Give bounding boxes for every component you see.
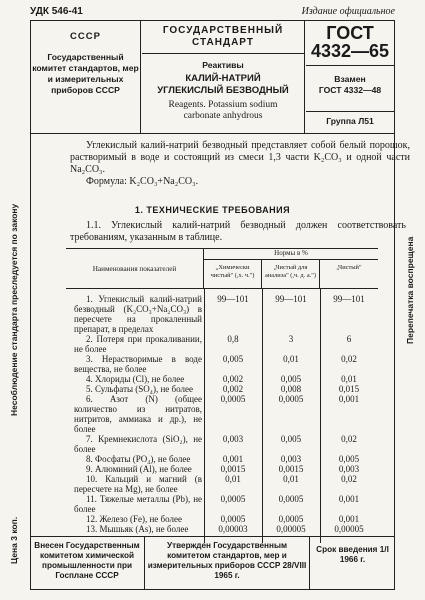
title-ru-1: КАЛИЙ-НАТРИЙ: [185, 73, 261, 84]
udk-code: УДК 546-41: [30, 6, 83, 17]
indicator-name: 7. Кремнекислота (SiO₂), не более: [74, 434, 202, 454]
value-chda: 0,005: [280, 434, 302, 444]
indicator-name: 12. Железо (Fe), не более: [86, 514, 182, 524]
table-row: [66, 334, 378, 354]
value-chda: 0,003: [280, 454, 302, 464]
value-ch: 0,00005: [334, 524, 364, 534]
title-en-2: carbonate anhydrous: [183, 111, 263, 121]
value-ch: 6: [346, 334, 352, 344]
value-hch: 0,002: [222, 384, 244, 394]
table-row: [66, 474, 378, 494]
effective-date: Срок введения 1/I 1966 г.: [316, 545, 389, 564]
value-ch: 0,02: [341, 474, 357, 484]
group-label: Группа Л51: [306, 111, 394, 133]
value-ch: 99—101: [333, 294, 365, 304]
header-authority: [31, 21, 141, 133]
value-chda: 0,0005: [278, 394, 304, 404]
requirements-table-body: [66, 294, 378, 534]
value-chda: 0,01: [283, 354, 299, 364]
replaces-label: Взамен: [334, 74, 366, 84]
indicator-name: 13. Мышьяк (As), не более: [86, 524, 189, 534]
value-chda: 99—101: [275, 294, 307, 304]
table-row: [66, 514, 378, 524]
value-ch: 0,001: [338, 514, 360, 524]
committee-name: Государственный комитет стандартов, мер и измерительных приборов СССР: [32, 52, 139, 95]
value-hch: 99—101: [217, 294, 249, 304]
edition-note: Издание официальное: [301, 6, 395, 17]
grade-hch-header: „Химически чистый" (,х. ч."): [204, 260, 262, 288]
indicator-name: 11. Тяжелые металлы (Pb), не более: [74, 494, 202, 514]
value-chda: 0,0015: [278, 464, 304, 474]
grade-chda-header: „Чистый для анализа" (,ч. д. а."): [262, 260, 320, 288]
value-ch: 0,001: [338, 494, 360, 504]
value-hch: 0,0015: [220, 464, 246, 474]
value-ch: 0,015: [338, 384, 360, 394]
indicator-name: 9. Алюминий (Al), не более: [86, 464, 192, 474]
table-row: [66, 524, 378, 534]
header-block: [31, 21, 394, 134]
value-ch: 0,005: [338, 454, 360, 464]
value-hch: 0,003: [222, 434, 244, 444]
value-hch: 0,0005: [220, 514, 246, 524]
value-ch: 0,01: [341, 374, 357, 384]
value-ch: 0,02: [341, 354, 357, 364]
gost-number: [306, 21, 394, 66]
intro-paragraph: [70, 140, 410, 176]
price-note: Цена 3 коп.: [9, 516, 19, 564]
category-label: Реактивы: [202, 60, 244, 70]
legal-notice: Несоблюдение стандарта преследуется по закону: [9, 203, 19, 417]
footer-block: [31, 536, 394, 589]
state-standard-label: [142, 21, 304, 54]
intro-text: Углекислый калий-натрий безводный представляет собой белый порошок, растворимый в воде и состоящий из смеси 1,3 части K₂CO₃ и одной части Na₂CO₃.: [70, 140, 410, 175]
value-chda: 0,005: [280, 374, 302, 384]
header-title: [142, 21, 305, 133]
title-ru-2: УГЛЕКИСЛЫЙ БЕЗВОДНЫЙ: [157, 85, 289, 96]
replaces-code: ГОСТ 4332—48: [318, 85, 382, 95]
value-hch: 0,01: [225, 474, 241, 484]
introduced-by: Внесен Государственным комитетом химической промышленности при Госплане СССР: [34, 541, 140, 580]
indicator-name: 10. Кальций и магний (в пересчете на Mg), не более: [74, 474, 202, 494]
formula: Формула: K₂CO₃+Na₂CO₃.: [86, 176, 199, 187]
norms-header: Нормы в %: [204, 248, 378, 260]
requirement-paragraph: 1.1. Углекислый калий-натрий безводный должен соответствовать требованиям, указанным в таблице.: [70, 220, 406, 243]
title-en-1: Reagents. Potassium sodium: [168, 100, 278, 110]
indicator-name: 1. Углекислый калий-натрий безводный (K₂CO₃+Na₂CO₃) в пересчете на прокаленный препарат, в пределах: [74, 294, 202, 334]
ussr-label: СССР: [70, 31, 101, 42]
value-ch: 0,003: [338, 464, 360, 474]
approved-by: Утвержден Государственным комитетом стандартов, мер и измерительных приборов СССР 28/VIII 1965 г.: [144, 537, 310, 589]
indicator-name: 3. Нерастворимые в воде вещества, не более: [74, 354, 202, 374]
title-en: [142, 100, 304, 122]
indicator-name: 5. Сульфаты (SO₄), не более: [86, 384, 193, 394]
value-hch: 0,002: [222, 374, 244, 384]
indicator-name: 4. Хлориды (Cl), не более: [86, 374, 185, 384]
requirements-table-header: [66, 248, 378, 294]
value-hch: 0,0005: [220, 394, 246, 404]
table-row: [66, 294, 378, 334]
gost-label: ГОСТ: [326, 23, 374, 43]
gost-code: 4332—65: [310, 41, 390, 61]
table-row: [66, 454, 378, 464]
gs-line-2: СТАНДАРТ: [192, 37, 254, 48]
replaces-note: [306, 74, 394, 106]
table-row: [66, 384, 378, 394]
col-name-header: Наименования показателей: [66, 248, 204, 288]
value-hch: 0,005: [222, 354, 244, 364]
reprint-notice: Перепечатка воспрещена: [405, 236, 415, 344]
value-chda: 0,0005: [278, 494, 304, 504]
value-hch: 0,001: [222, 454, 244, 464]
value-chda: 0,008: [280, 384, 302, 394]
value-ch: 0,02: [341, 434, 357, 444]
value-hch: 0,00003: [218, 524, 248, 534]
table-row: [66, 394, 378, 434]
table-header-rule: [66, 288, 378, 289]
section-title: 1. ТЕХНИЧЕСКИЕ ТРЕБОВАНИЯ: [134, 205, 291, 215]
value-ch: 0,001: [338, 394, 360, 404]
value-chda: 0,00005: [276, 524, 306, 534]
value-chda: 0,01: [283, 474, 299, 484]
gs-line-1: ГОСУДАРСТВЕННЫЙ: [162, 25, 284, 36]
header-gost: [306, 21, 394, 133]
table-row: [66, 464, 378, 474]
indicator-name: 6. Азот (N) (общее количество из нитратов, нитритов, аммиака и др.), не более: [74, 394, 202, 434]
value-chda: 0,0005: [278, 514, 304, 524]
value-hch: 0,0005: [220, 494, 246, 504]
table-row: [66, 374, 378, 384]
value-hch: 0,8: [227, 334, 239, 344]
table-row: [66, 354, 378, 374]
indicator-name: 8. Фосфаты (PO₄), не более: [86, 454, 191, 464]
grade-ch-header: „Чистый": [336, 264, 362, 271]
title-ru: [142, 73, 304, 97]
value-chda: 3: [288, 334, 294, 344]
indicator-name: 2. Потеря при прокаливании, не более: [74, 334, 202, 354]
table-row: [66, 434, 378, 454]
table-row: [66, 494, 378, 514]
